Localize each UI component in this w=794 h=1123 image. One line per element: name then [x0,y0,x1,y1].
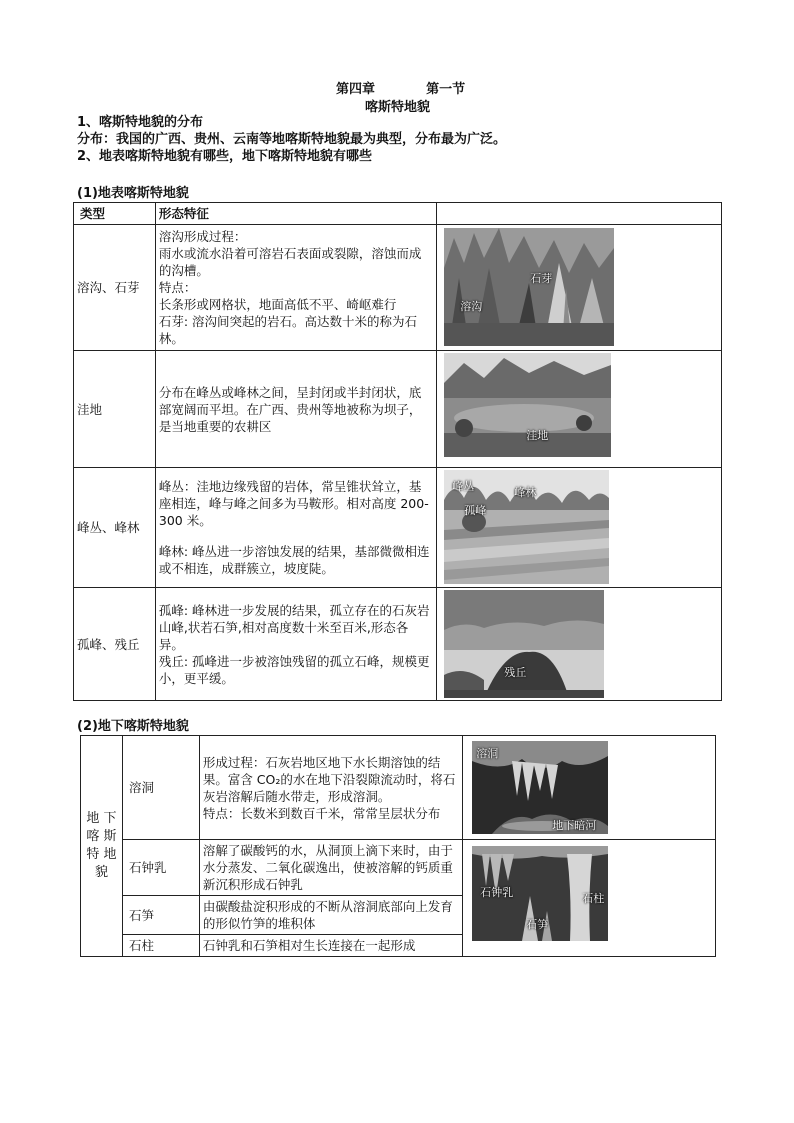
row-feature [155,588,436,701]
feature-line: 溶解了碳酸钙的水，从洞顶上滴下来时，由于水分蒸发、二氧化碳逸出，使被溶解的钙质重新沉积形成石钟乳 [202,843,453,892]
photo-label-ronggou: 溶沟 [460,300,483,313]
group-label-cell [81,736,123,957]
photo-label-shiya: 石芽 [530,272,553,285]
row-image-cell [437,225,722,351]
stone-forest-photo [444,228,614,346]
underground-caption: (2)地下喀斯特地貌 [77,719,189,734]
feature-line: 石钟乳和石笋相对生长连接在一起形成 [202,938,416,953]
row-type: 洼地 [74,351,156,468]
row-type: 石笋 [122,896,199,935]
residual-hill-photo [444,590,604,698]
row-image-cell [437,588,722,701]
formation-photo [472,846,608,941]
feature-line: 峰丛：洼地边缘残留的岩体，常呈锥状耸立，基座相连，峰与峰之间多为马鞍形。相对高度 200-300 米。 [158,479,429,528]
surface-caption: (1)地表喀斯特地貌 [77,186,189,201]
chapter-title [336,78,465,97]
section-label: 第一节 [426,82,466,97]
row-image-cell [463,736,716,840]
feature-line: 长条形或网格状，地面高低不平、崎岖难行 [158,297,397,312]
surface-karst-table [73,202,722,701]
feature-line: 分布在峰丛或峰林之间，呈封闭或半封闭状，底部宽阔而平坦。在广西、贵州等地被称为坝子，是当地重要的农耕区 [158,384,422,434]
row-feature [199,935,462,957]
photo-label-shisun: 石笋 [526,918,549,931]
table-row [74,225,722,351]
feature-line: 溶沟形成过程： [158,229,247,244]
table-row [74,468,722,588]
group-label: 地 下 喀 斯 特 地 貌 [86,811,117,880]
row-type: 石柱 [122,935,199,957]
distribution-text: 分布：我国的广西、贵州、云南等地喀斯特地貌最为典型，分布最为广泛。 [77,132,507,147]
peak-cluster-photo [444,470,609,584]
row-feature [155,225,436,351]
row-type: 峰丛、峰林 [74,468,156,588]
page-subtitle: 喀斯特地貌 [365,100,431,115]
row-type: 石钟乳 [122,840,199,896]
feature-line: 特点： [158,280,197,295]
feature-line: 残丘: 孤峰进一步被溶蚀残留的孤立石峰，规模更小，更平缓。 [158,653,430,686]
feature-line: 由碳酸盐淀积形成的不断从溶洞底部向上发育的形似竹笋的堆积体 [202,899,453,931]
row-feature [199,896,462,935]
photo-label-zhongru: 石钟乳 [480,886,514,899]
photo-label-fengcong: 峰丛 [452,480,475,493]
row-type: 孤峰、残丘 [74,588,156,701]
col-header-image [437,203,722,225]
photo-label-shizhu: 石柱 [582,892,605,905]
row-feature [199,840,462,896]
feature-line [159,529,433,543]
photo-label-gufeng: 孤峰 [464,504,487,517]
heading-types: 2、地表喀斯特地貌有哪些，地下喀斯特地貌有哪些 [77,149,373,164]
col-header-type: 类型 [74,203,156,225]
photo-label-anhe: 地下暗河 [552,819,597,832]
table-header-row [74,203,722,225]
photo-label-rongdong: 溶洞 [476,747,499,760]
photo-label-fenglin: 峰林 [514,486,537,499]
feature-line: 雨水或流水沿着可溶岩石表面或裂隙，溶蚀而成的沟槽。 [158,246,422,278]
row-feature [199,736,462,840]
row-feature [155,468,436,588]
row-type: 溶洞 [122,736,199,840]
photo-label-canqiu: 残丘 [504,666,527,679]
table-row [81,840,716,896]
feature-line: 形成过程：石灰岩地区地下水长期溶蚀的结果。富含 CO₂的水在地下沿裂隙流动时，将石灰岩溶解后随水带走，形成溶洞。 [202,754,456,804]
cave-photo [472,741,608,834]
depression-photo [444,353,611,457]
heading-distribution: 1、喀斯特地貌的分布 [77,115,204,130]
feature-line: 石芽: 溶沟间突起的岩石。高达数十米的称为石林。 [158,314,418,346]
row-feature [155,351,436,468]
col-header-feature: 形态特征 [155,203,436,225]
table-row [81,736,716,840]
feature-line: 孤峰: 峰林进一步发展的结果，孤立存在的石灰岩山峰,状若石笋,相对高度数十米至百米,形态各异。 [158,602,430,652]
chapter-label: 第四章 [336,82,376,97]
stone-forest-image [444,228,614,346]
underground-karst-table [80,735,716,957]
table-row [74,351,722,468]
feature-line: 特点：长数米到数百千米，常常呈层状分布 [202,805,441,821]
feature-line: 峰林: 峰丛进一步溶蚀发展的结果，基部微微相连或不相连，成群簇立，坡度陡。 [158,544,430,576]
row-image-cell [437,351,722,468]
residual-hill-image [444,590,604,698]
table-row [74,588,722,701]
row-type: 溶沟、石芽 [74,225,156,351]
row-image-cell [437,468,722,588]
row-image-cell [463,840,716,957]
photo-label-wadi: 洼地 [526,429,549,442]
